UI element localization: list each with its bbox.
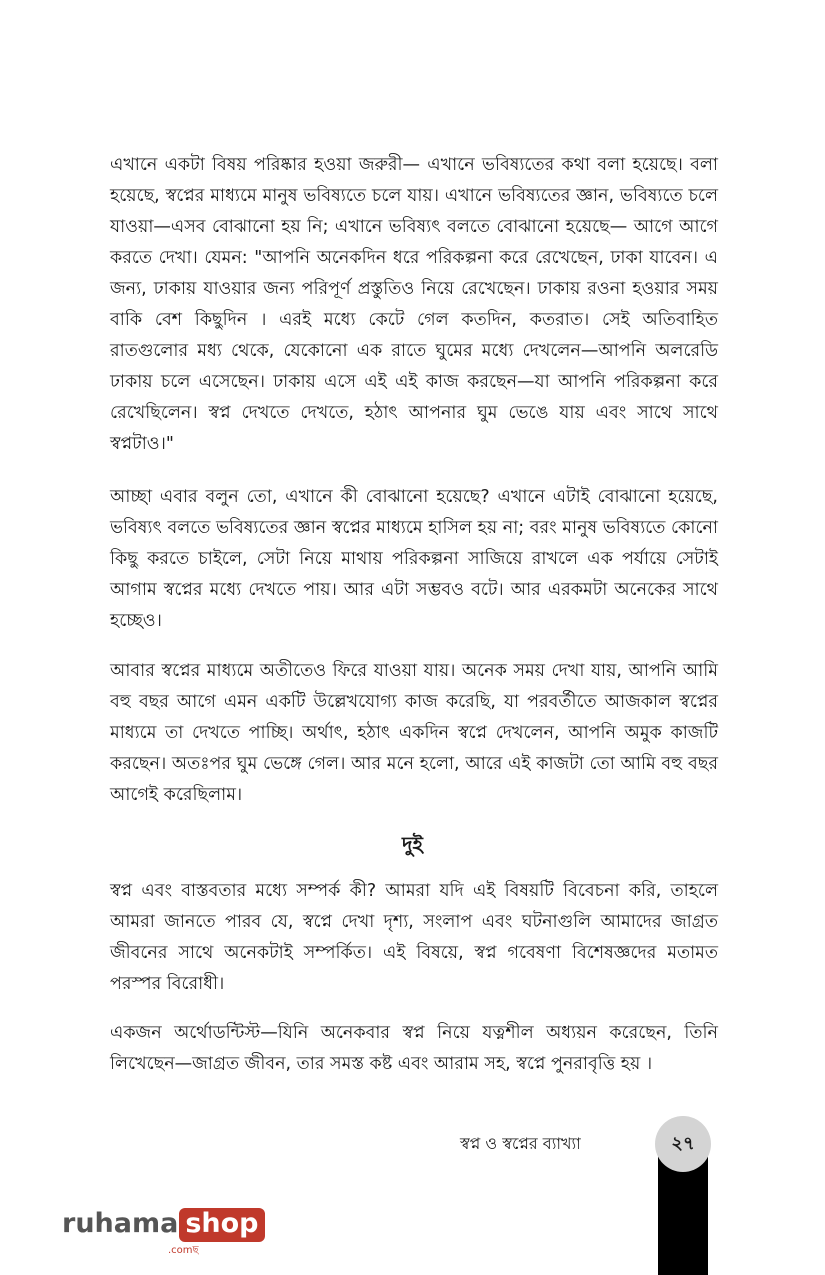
section-heading: দুই bbox=[402, 832, 423, 856]
body-paragraph-1: এখানে একটা বিষয় পরিষ্কার হওয়া জরুরী— এখানে ভবিষ্যতের কথা বলা হয়েছে। বলা হয়েছে, স্বপ্নের মাধ্যমে মানুষ ভবিষ্যতে চলে যায়। এখানে ভবিষ্যতের জ্ঞান, ভবিষ্যতে চলে যাওয়া—এসব বোঝানো হয় নি; এখানে ভবিষ্যৎ বলতে বোঝানো হয়েছে— আগে আগে করতে দেখা। যেমন: "আপনি অনেকদিন ধরে পরিকল্পনা করে রেখেছেন, ঢাকা যাবেন। এ জন্য, ঢাকায় যাওয়ার জন্য পরিপূর্ণ প্রস্তুতিও নিয়ে রেখেছেন। ঢাকায় রওনা হওয়ার সময় বাকি বেশ কিছুদিন । এরই মধ্যে কেটে গেল কতদিন, কতরাত। সেই অতিবাহিত রাতগুলোর মধ্য থেকে, যেকোনো এক রাতে ঘুমের মধ্যে দেখলেন—আপনি অলরেডি ঢাকায় চলে এসেছেন। ঢাকায় এসে এই এই কাজ করছেন—যা আপনি পরিকল্পনা করে রেখেছিলেন। স্বপ্ন দেখতে দেখতে, হঠাৎ আপনার ঘুম ভেঙে যায় এবং সাথে সাথে স্বপ্নটাও।" bbox=[110, 155, 718, 454]
body-paragraph-4: স্বপ্ন এবং বাস্তবতার মধ্যে সম্পর্ক কী? আমরা যদি এই বিষয়টি বিবেচনা করি, তাহলে আমরা জানতে পারব যে, স্বপ্নে দেখা দৃশ্য, সংলাপ এবং ঘটনাগুলি আমাদের জাগ্রত জীবনের সাথে অনেকটাই সম্পর্কিত। এই বিষয়ে, স্বপ্ন গবেষণা বিশেষজ্ঞদের মতামত পরস্পর বিরোধী। bbox=[110, 881, 718, 994]
logo-domain-text: .comছ bbox=[168, 1245, 199, 1256]
logo-shop-text: shop bbox=[179, 1208, 264, 1242]
body-paragraph-5: একজন অর্থোডন্টিস্ট—যিনি অনেকবার স্বপ্ন নিয়ে যত্নশীল অধ্যয়ন করেছেন, তিনি লিখেছেন—জাগ্রত জীবন, তার সমস্ত কষ্ট এবং আরাম সহ, স্বপ্নে পুনরাবৃত্তি হয় । bbox=[110, 1023, 718, 1074]
logo-brand-text: ruhama bbox=[62, 1208, 179, 1239]
body-paragraph-2: আচ্ছা এবার বলুন তো, এখানে কী বোঝানো হয়েছে? এখানে এটাই বোঝানো হয়েছে, ভবিষ্যৎ বলতে ভবিষ্যতের জ্ঞান স্বপ্নের মাধ্যমে হাসিল হয় না; বরং মানুষ ভবিষ্যতে কোনো কিছু করতে চাইলে, সেটা নিয়ে মাথায় পরিকল্পনা সাজিয়ে রাখলে এক পর্যায়ে সেটাই আগাম স্বপ্নের মধ্যে দেখতে পায়। আর এটা সম্ভবও বটে। আর এরকমটা অনেকের সাথে হচ্ছেও। bbox=[110, 487, 718, 631]
body-paragraph-3: আবার স্বপ্নের মাধ্যমে অতীতেও ফিরে যাওয়া যায়। অনেক সময় দেখা যায়, আপনি আমি বহু বছর আগে এমন একটি উল্লেখযোগ্য কাজ করেছি, যা পরবর্তীতে আজকাল স্বপ্নের মাধ্যমে তা দেখতে পাচ্ছি। অর্থাৎ, হঠাৎ একদিন স্বপ্নে দেখলেন, আপনি অমুক কাজটি করছেন। অতঃপর ঘুম ভেঙ্গে গেল। আর মনে হলো, আরে এই কাজটা তো আমি বহু বছর আগেই করেছিলাম। bbox=[110, 661, 718, 805]
ruhamashop-logo bbox=[62, 1208, 265, 1242]
page-number: ২৭ bbox=[671, 1132, 695, 1154]
page-number-badge bbox=[655, 1116, 711, 1172]
running-footer-title: স্বপ্ন ও স্বপ্নের ব্যাখ্যা bbox=[460, 1134, 581, 1153]
